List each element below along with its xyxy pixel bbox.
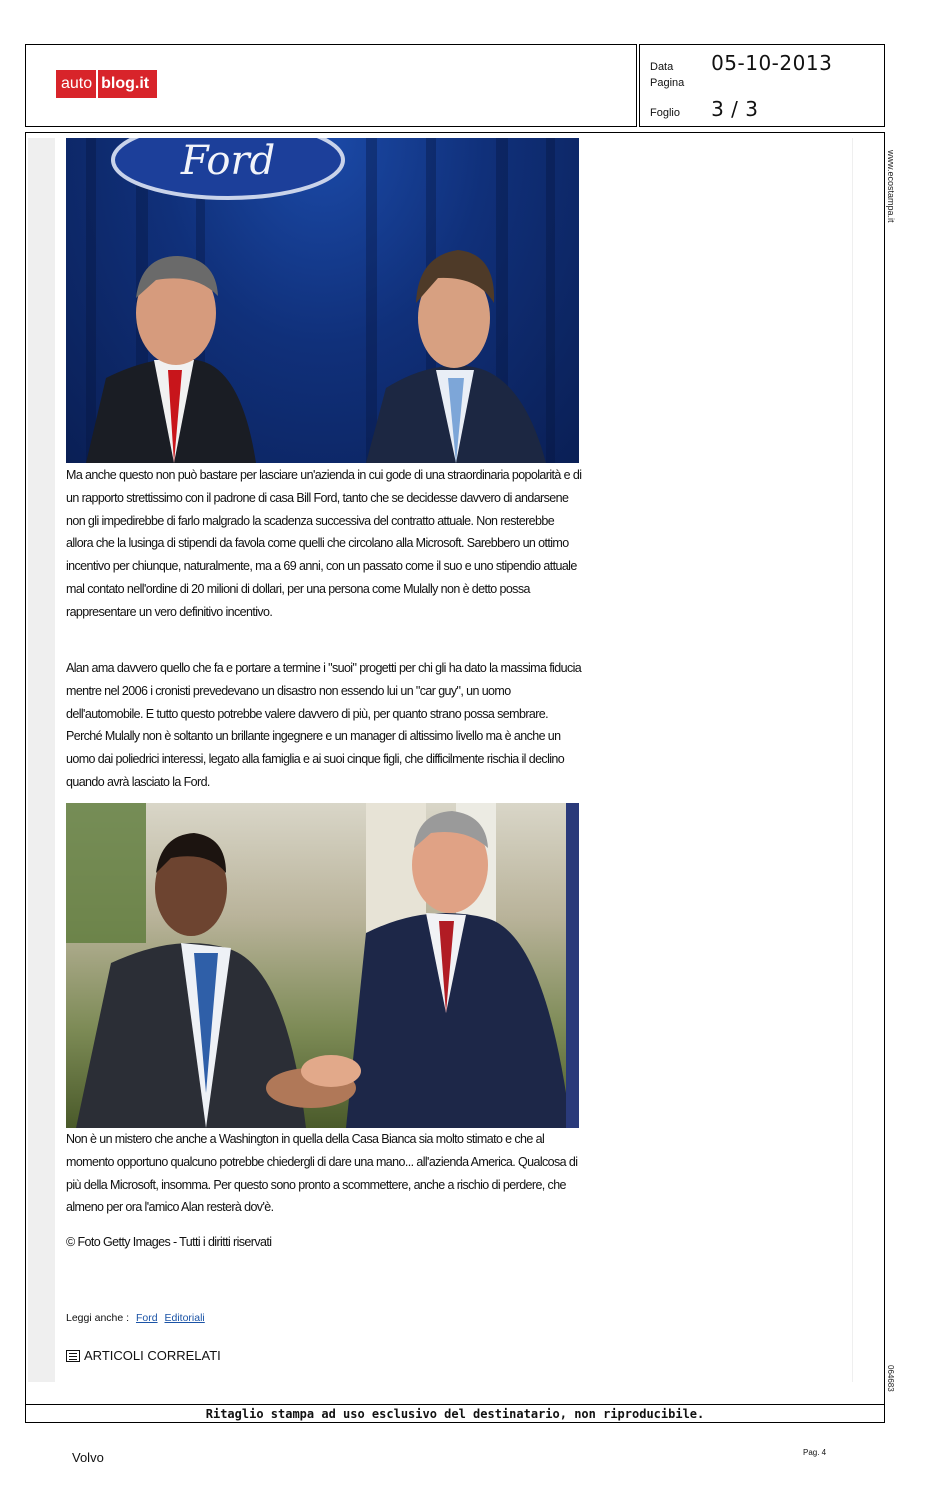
side-code: 064683 [886, 1365, 895, 1392]
data-label: Data [650, 61, 674, 73]
page-number: Pag. 4 [803, 1448, 827, 1457]
photo-credit: © Foto Getty Images - Tutti i diritti riservati [66, 1235, 272, 1249]
related-articles-heading [66, 1348, 221, 1363]
photo-ford-illustration [66, 138, 579, 463]
foglio-value: 3 / 3 [711, 97, 759, 121]
photo-ford-executives [66, 138, 579, 463]
article-paragraph-2: Alan ama davvero quello che fa e portare a termine i "suoi" progetti per chi gli ha dato la massima fiducia mentre nel 2006 i cronisti prevedevano un disastro non essendo lui un "car guy", un uomo dell'automobile. E tutto questo potrebbe valere davvero di più, per quanto strano possa sembrare. Perché Mulally non è soltanto un brillante ingegnere e un manager di altissimo livello ma è anche un uomo dai poliedrici interessi, legato alla famiglia e ai suoi cinque figli, che difficilmente rischia il declino quando avrà lasciato la Ford. [66, 661, 582, 789]
autoblog-logo [56, 70, 157, 98]
meta-foglio-row [650, 97, 758, 121]
side-url: www.ecostampa.it [886, 150, 896, 223]
meta-data-row [650, 51, 832, 75]
photo-obama-mulally [66, 803, 579, 1128]
ford-oval-text: Ford [180, 138, 276, 184]
related-articles-label: ARTICOLI CORRELATI [84, 1348, 221, 1363]
data-value: 05-10-2013 [711, 51, 833, 75]
link-ford[interactable]: Ford [135, 1312, 158, 1324]
meta-pagina-row [650, 77, 708, 89]
logo-part-auto: auto [56, 70, 96, 98]
logo-part-blog: blog.it [96, 70, 157, 98]
article-paragraph-1: Ma anche questo non può bastare per lasciare un'azienda in cui gode di una straordinaria popolarità e di un rapporto strettissimo con il padrone di casa Bill Ford, tanto che se decidesse davvero di andarsene non gli impedirebbe di farlo malgrado la scadenza successiva del contratto attuale. Non resterebbe allora che la lusinga di stipendi da favola come quelli che circolano alla Microsoft. Sarebbero un ottimo incentivo per chiunque, naturalmente, ma a 69 anni, con un passato come il suo e uno stipendio attuale mal contato nell'ordine di 20 milioni di dollari, per una persona come Mulally non è detto possa rappresentare un vero definitivo incentivo. [66, 468, 582, 619]
photo-obama-illustration [66, 803, 579, 1128]
pagina-label: Pagina [650, 77, 685, 89]
read-also [66, 1312, 205, 1324]
foglio-label: Foglio [650, 107, 680, 119]
reproduction-notice: Ritaglio stampa ad uso esclusivo del destinatario, non riproducibile. [25, 1404, 885, 1423]
header-masthead-box [25, 44, 637, 127]
section-name: Volvo [72, 1450, 104, 1465]
link-editoriali[interactable]: Editoriali [164, 1312, 205, 1324]
read-also-label: Leggi anche : [66, 1312, 130, 1324]
list-icon [66, 1350, 80, 1362]
article-paragraph-3: Non è un mistero che anche a Washington in quella della Casa Bianca sia molto stimato e che al momento opportuno qualcuno potrebbe chiedergli di dare una mano... all'azienda America. Qualcosa di più della Microsoft, insomma. Per questo sono pronto a scommettere, anche a rischio di perdere, che almeno per ora l'amico Alan resterà dov'è. [66, 1132, 578, 1215]
header-meta-box [639, 44, 885, 127]
